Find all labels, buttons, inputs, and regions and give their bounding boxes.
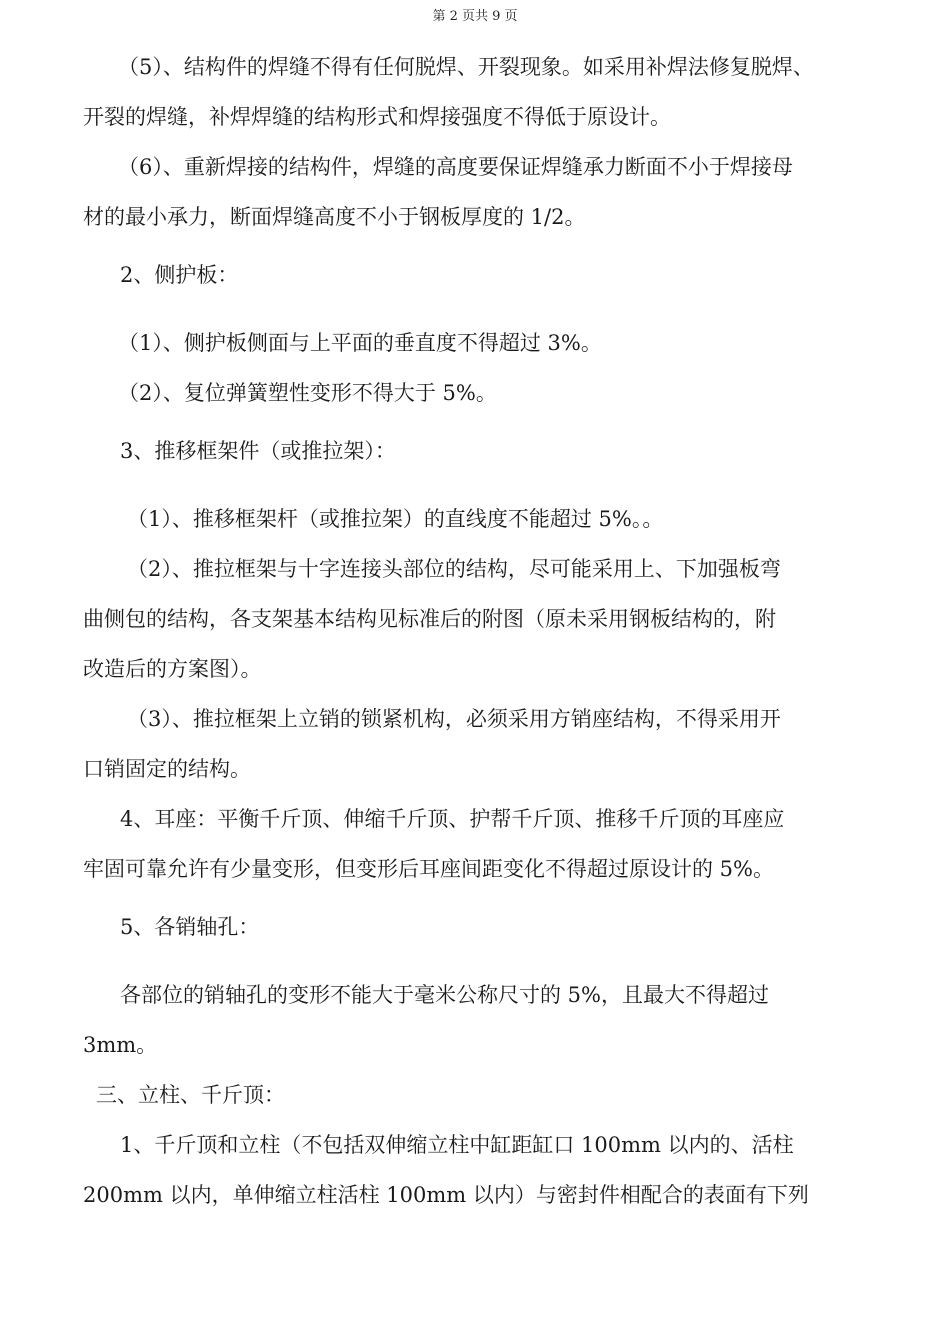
text-line: 材的最小承力，断面焊缝高度不小于钢板厚度的 1/2。 [83, 205, 586, 229]
text-line: （5）、结构件的焊缝不得有任何脱焊、开裂现象。如采用补焊法修复脱焊、 [118, 55, 814, 79]
text-line: 3mm。 [83, 1033, 158, 1057]
text-line: 200mm 以内，单伸缩立柱活柱 100mm 以内）与密封件相配合的表面有下列 [83, 1183, 809, 1207]
text-line: （2）、复位弹簧塑性变形不得大于 5%。 [118, 381, 497, 405]
text-line: （3）、推拉框架上立销的锁紧机构，必须采用方销座结构，不得采用开 [127, 707, 781, 731]
text-line: （1）、侧护板侧面与上平面的垂直度不得超过 3%。 [118, 331, 602, 355]
text-line: 改造后的方案图）。 [83, 657, 262, 681]
text-line: 各部位的销轴孔的变形不能大于毫米公称尺寸的 5%，且最大不得超过 [120, 983, 769, 1007]
section-heading: 2、侧护板： [120, 263, 239, 287]
text-line: （2）、推拉框架与十字连接头部位的结构，尽可能采用上、下加强板弯 [127, 557, 781, 581]
text-line: （6）、重新焊接的结构件，焊缝的高度要保证焊缝承力断面不小于焊接母 [118, 155, 793, 179]
text-line: 开裂的焊缝，补焊焊缝的结构形式和焊接强度不得低于原设计。 [83, 105, 671, 129]
text-line: 牢固可靠允许有少量变形，但变形后耳座间距变化不得超过原设计的 5%。 [83, 857, 774, 881]
section-heading: 5、各销轴孔： [120, 915, 260, 939]
text-line: 1、千斤顶和立柱（不包括双伸缩立柱中缸距缸口 100mm 以内的、活柱 [120, 1133, 794, 1157]
section-heading: 3、推移框架件（或推拉架）： [120, 439, 396, 463]
section-heading: 三、立柱、千斤顶： [96, 1083, 285, 1107]
text-line: 口销固定的结构。 [83, 757, 251, 781]
text-line: 4、耳座：平衡千斤顶、伸缩千斤顶、护帮千斤顶、推移千斤顶的耳座应 [120, 807, 785, 831]
text-line: 曲侧包的结构，各支架基本结构见标准后的附图（原未采用钢板结构的，附 [83, 607, 776, 631]
text-line: （1）、推移框架杆（或推拉架）的直线度不能超过 5%。。 [127, 507, 664, 531]
page-header: 第 2 页共 9 页 [432, 9, 518, 24]
